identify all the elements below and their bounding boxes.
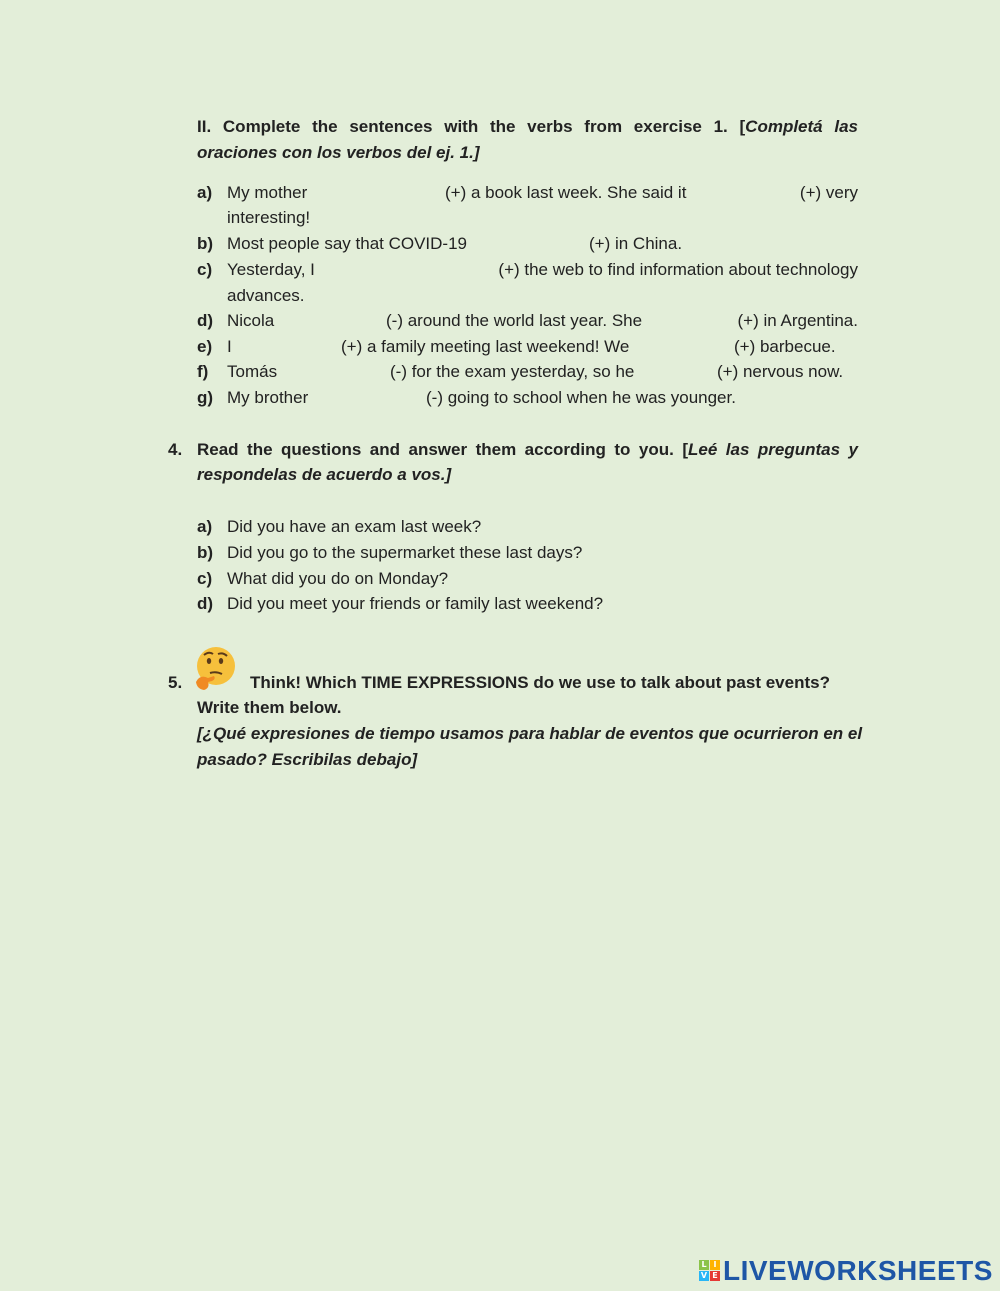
section-5-heading-line1: Think! Which TIME EXPRESSIONS do we use to talk about past events? <box>250 673 830 692</box>
question-text: Did you meet your friends or family last weekend? <box>227 594 604 613</box>
section-2-heading-line2: oraciones con los verbos del ej. 1.] <box>197 143 480 162</box>
question-text: Did you go to the supermarket these last days? <box>227 543 583 562</box>
sentence-segment: (-) going to school when he was younger. <box>426 388 736 407</box>
section-5-italic-line1: [¿Qué expresiones de tiempo usamos para hablar de eventos que ocurrieron en el <box>197 724 863 743</box>
section-4-number: 4. <box>168 440 183 459</box>
item-label: a) <box>197 183 213 202</box>
section-5-number: 5. <box>168 673 183 692</box>
question-label: c) <box>197 569 213 588</box>
sentence-segment: Tomás <box>227 362 278 381</box>
item-label: b) <box>197 234 214 253</box>
question-label: d) <box>197 594 214 613</box>
logo-letter-i: I <box>710 1260 720 1270</box>
logo-letter-l: L <box>699 1260 709 1270</box>
sentence-segment: (+) a family meeting last weekend! We <box>341 337 630 356</box>
section-4-heading-italic: Leé las preguntas y <box>688 440 858 459</box>
question-text: What did you do on Monday? <box>227 569 449 588</box>
sentence-segment: Yesterday, I <box>227 260 315 279</box>
item-label: f) <box>197 362 209 381</box>
section-4-heading-bold: Read the questions and answer them according to you. [ <box>197 440 688 459</box>
sentence-segment: (+) the web to find information about technology <box>498 260 858 279</box>
sentence-segment: My brother <box>227 388 309 407</box>
item-label: d) <box>197 311 214 330</box>
sentence-segment: (+) nervous now. <box>717 362 844 381</box>
sentence-segment: (+) a book last week. She said it <box>445 183 687 202</box>
sentence-segment: Most people say that COVID-19 <box>227 234 468 253</box>
logo-letter-e: E <box>710 1271 720 1281</box>
section-2-heading-italic: Completá las <box>745 117 858 136</box>
section-4-heading-line2: respondelas de acuerdo a vos.] <box>197 465 452 484</box>
item-label: c) <box>197 260 213 279</box>
liveworksheets-logo[interactable] <box>697 1255 997 1287</box>
sentence-segment: (+) very <box>799 183 858 202</box>
sentence-segment: (-) around the world last year. She <box>386 311 643 330</box>
sentence-continuation: interesting! <box>227 208 311 227</box>
sentence-segment: (+) barbecue. <box>734 337 836 356</box>
sentence-segment: Nicola <box>227 311 275 330</box>
sentence-segment: (+) in China. <box>589 234 683 253</box>
section-4-heading-line1 <box>197 437 858 463</box>
section-5-italic-line2: pasado? Escribilas debajo] <box>197 750 418 769</box>
section-2-heading-line1 <box>197 114 858 140</box>
sentence-segment: (-) for the exam yesterday, so he <box>390 362 635 381</box>
logo-letter-v: V <box>700 1271 708 1280</box>
section-5-heading-line2: Write them below. <box>197 698 342 717</box>
sentence-segment: My mother <box>227 183 308 202</box>
sentence-segment: (+) in Argentina. <box>737 311 858 330</box>
sentence-continuation: advances. <box>227 286 305 305</box>
question-label: a) <box>197 517 213 536</box>
question-text: Did you have an exam last week? <box>227 517 482 536</box>
item-label: e) <box>197 337 213 356</box>
section-2-heading-bold: II. Complete the sentences with the verbs from exercise 1. [ <box>197 117 746 136</box>
thinking-face-icon <box>194 646 236 692</box>
logo-text: LIVEWORKSHEETS <box>723 1255 993 1286</box>
sentence-segment: I <box>227 337 232 356</box>
item-label: g) <box>197 388 214 407</box>
question-label: b) <box>197 543 214 562</box>
